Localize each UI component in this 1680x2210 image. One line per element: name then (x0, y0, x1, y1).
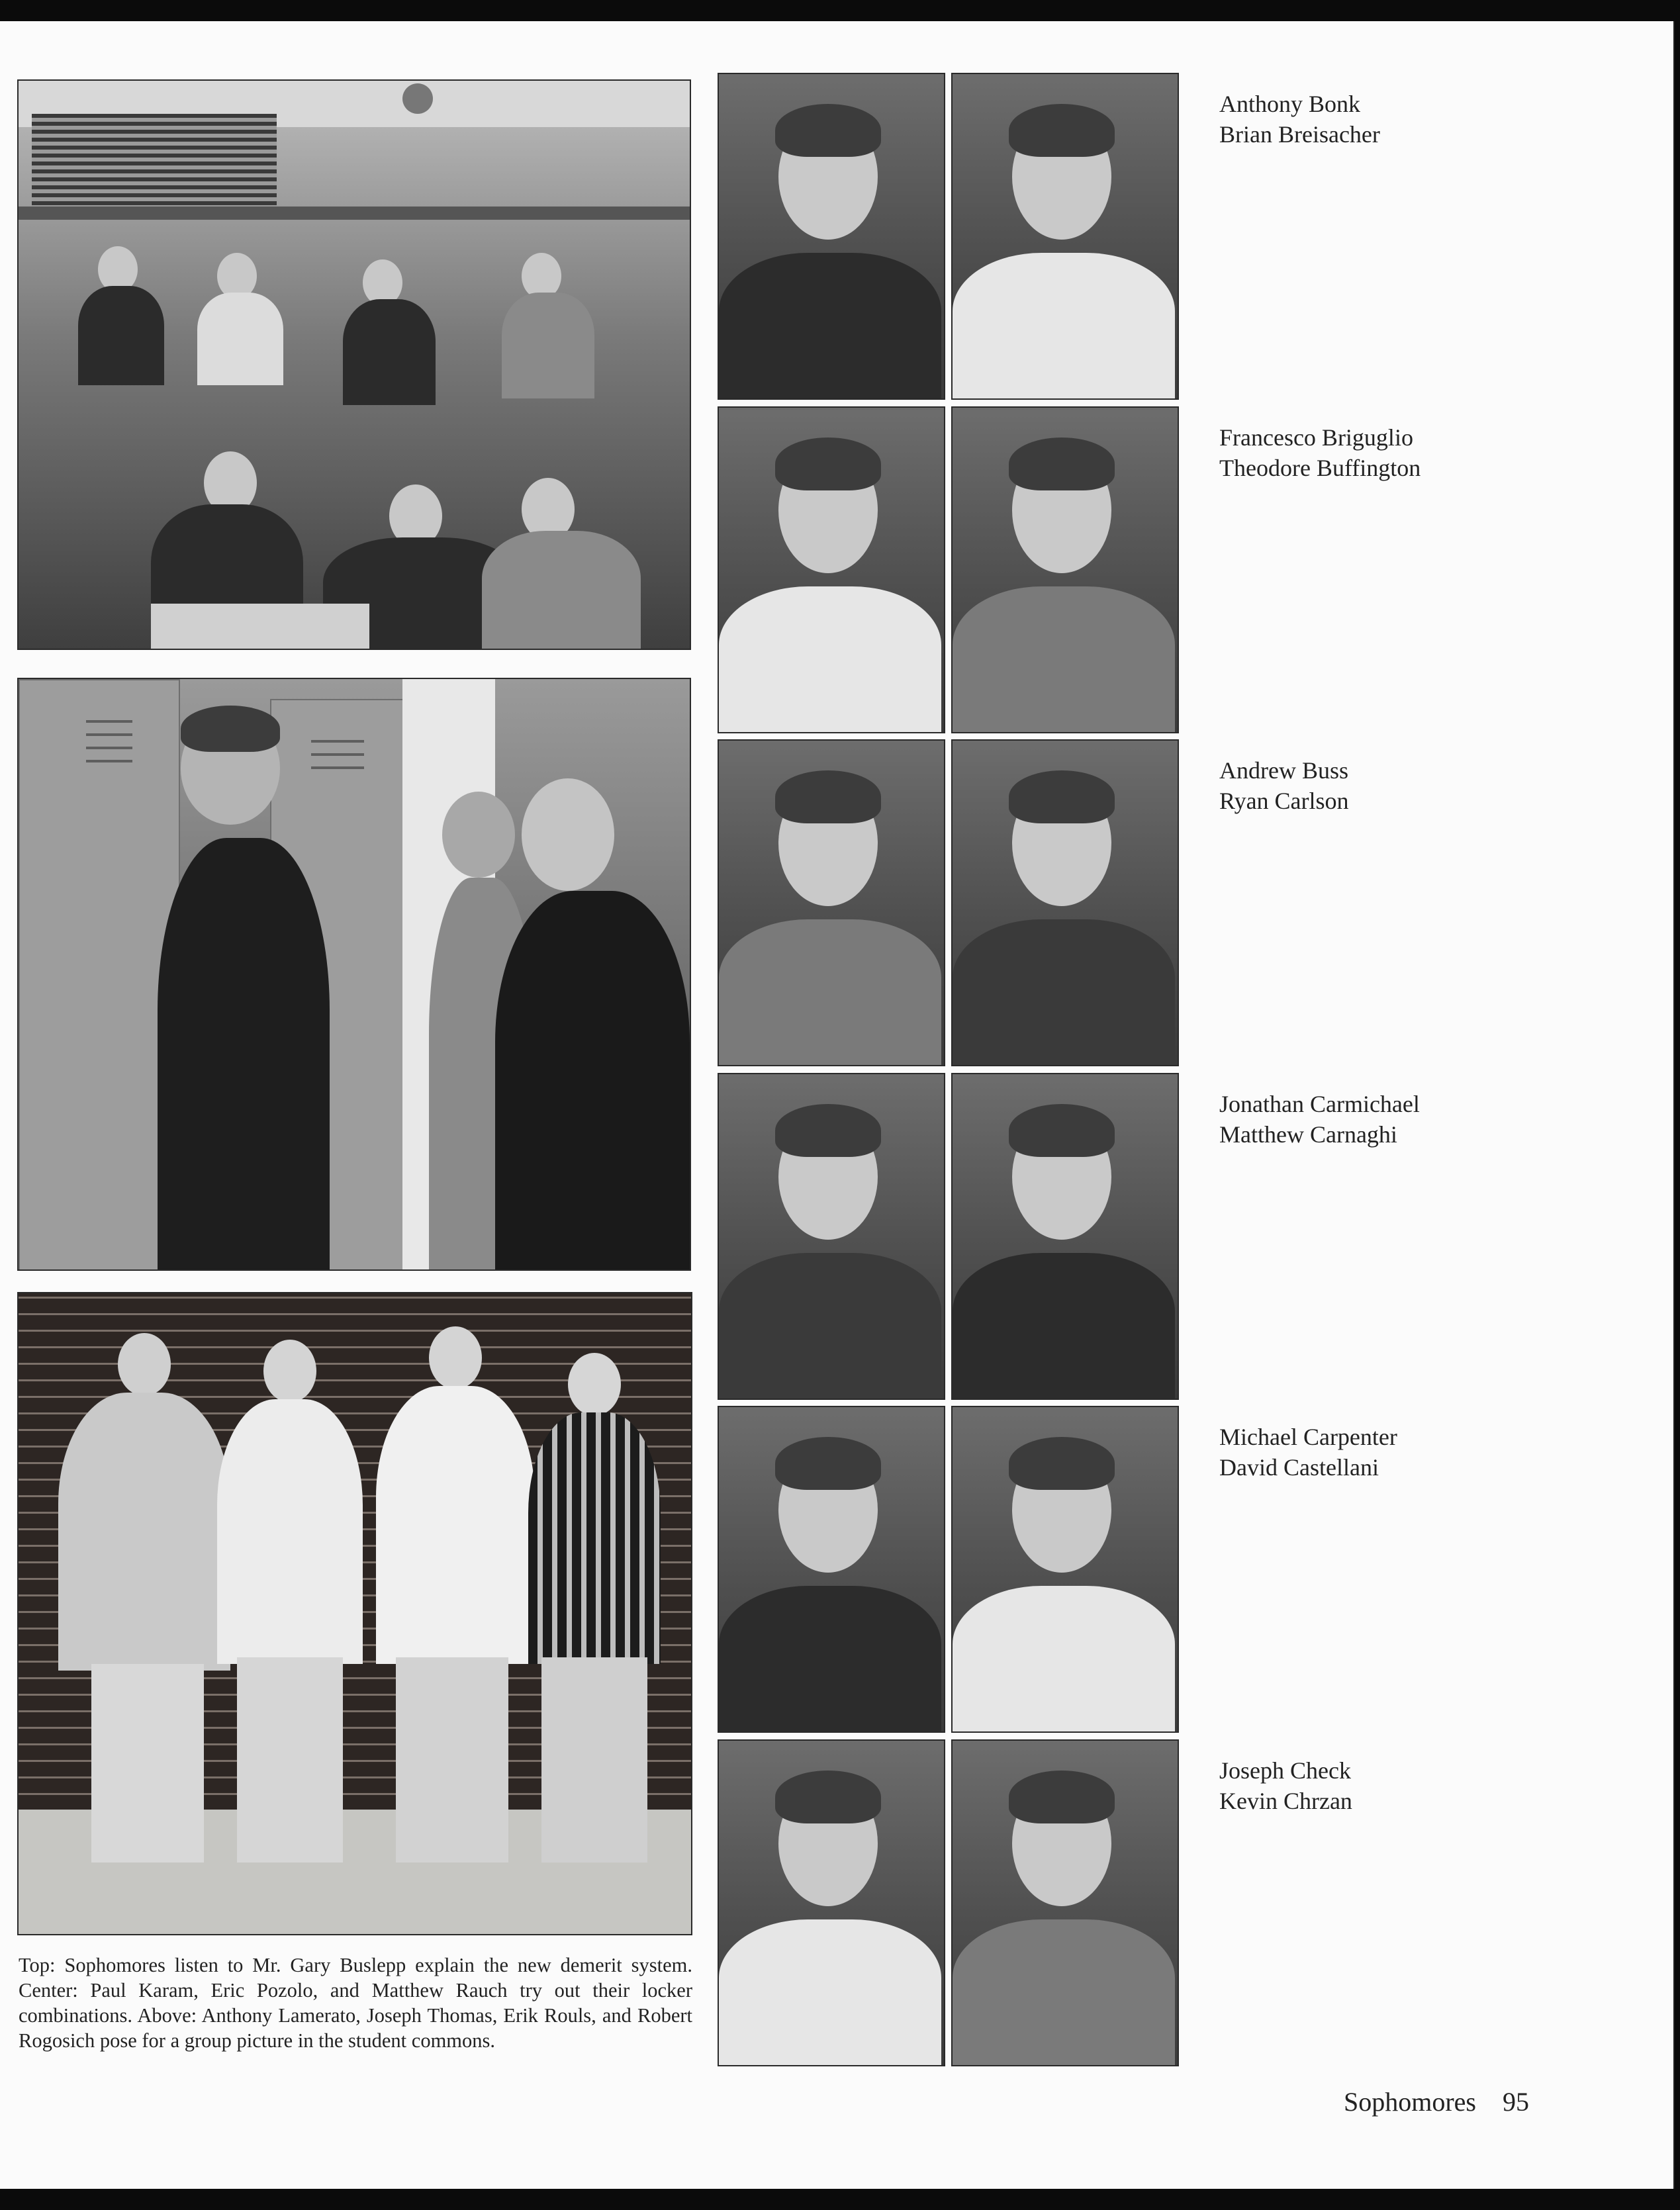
portrait-shoulders (953, 1919, 1175, 2065)
student-name-right: Matthew Carnaghi (1219, 1121, 1397, 1148)
photo-caption: Top: Sophomores listen to Mr. Gary Buslepp explain the new demerit system. Center: Paul Karam, Eric Pozolo, and Matthew Rauch try out their locker combinations. Above: Anthony Lamerato, Joseph Thomas, Erik Rouls, and Robert Rogosich pose for a group picture in the student commons. (19, 1954, 692, 2052)
yearbook-page (0, 21, 1675, 2189)
portrait-hair (775, 770, 881, 823)
portrait-hair (1009, 104, 1115, 157)
group-photo (17, 1292, 692, 1935)
portrait-hair (775, 1771, 881, 1823)
student-name-right: Brian Breisacher (1219, 121, 1380, 148)
portrait-shoulders (719, 1919, 941, 2065)
portrait-shoulders (719, 586, 941, 732)
portrait-names (1219, 755, 1349, 816)
portrait-photo (951, 1073, 1179, 1400)
portrait-hair (1009, 770, 1115, 823)
cafeteria-photo (17, 79, 691, 650)
portrait-photo (718, 739, 945, 1066)
portrait-photo (951, 73, 1179, 400)
portrait-photo (951, 1406, 1179, 1733)
student-name-left: Anthony Bonk (1219, 91, 1361, 117)
portrait-shoulders (719, 1253, 941, 1399)
portrait-hair (775, 1104, 881, 1157)
portrait-shoulders (953, 1253, 1175, 1399)
portrait-names (1219, 1089, 1420, 1150)
portrait-names (1219, 1422, 1397, 1483)
lockers-photo (17, 678, 691, 1271)
portrait-shoulders (953, 253, 1175, 398)
portrait-hair (775, 104, 881, 157)
page-footer (1344, 2086, 1529, 2117)
portrait-hair (775, 1437, 881, 1490)
portrait-names (1219, 1755, 1352, 1816)
portrait-hair (1009, 1771, 1115, 1823)
portrait-hair (775, 437, 881, 490)
portrait-photo (718, 73, 945, 400)
portrait-photo (951, 406, 1179, 733)
student-name-left: Jonathan Carmichael (1219, 1091, 1420, 1117)
portrait-shoulders (953, 586, 1175, 732)
student-name-left: Andrew Buss (1219, 757, 1348, 784)
portrait-photo (718, 1406, 945, 1733)
portrait-photo (718, 1739, 945, 2066)
student-name-right: Theodore Buffington (1219, 455, 1421, 481)
portrait-shoulders (953, 919, 1175, 1065)
portrait-shoulders (719, 1586, 941, 1731)
portrait-shoulders (719, 919, 941, 1065)
page-number: 95 (1503, 2087, 1529, 2117)
portrait-hair (1009, 1104, 1115, 1157)
student-name-left: Joseph Check (1219, 1757, 1351, 1784)
portrait-hair (1009, 1437, 1115, 1490)
portrait-hair (1009, 437, 1115, 490)
portrait-shoulders (719, 253, 941, 398)
student-name-right: Kevin Chrzan (1219, 1788, 1352, 1814)
portrait-shoulders (953, 1586, 1175, 1731)
portrait-photo (718, 1073, 945, 1400)
portrait-names (1219, 89, 1380, 150)
student-name-right: Ryan Carlson (1219, 788, 1349, 814)
portrait-photo (718, 406, 945, 733)
portrait-photo (951, 1739, 1179, 2066)
portrait-photo (951, 739, 1179, 1066)
student-name-left: Michael Carpenter (1219, 1424, 1397, 1450)
student-name-left: Francesco Briguglio (1219, 424, 1413, 451)
portrait-names (1219, 422, 1421, 483)
section-name: Sophomores (1344, 2087, 1476, 2117)
student-name-right: David Castellani (1219, 1454, 1379, 1481)
